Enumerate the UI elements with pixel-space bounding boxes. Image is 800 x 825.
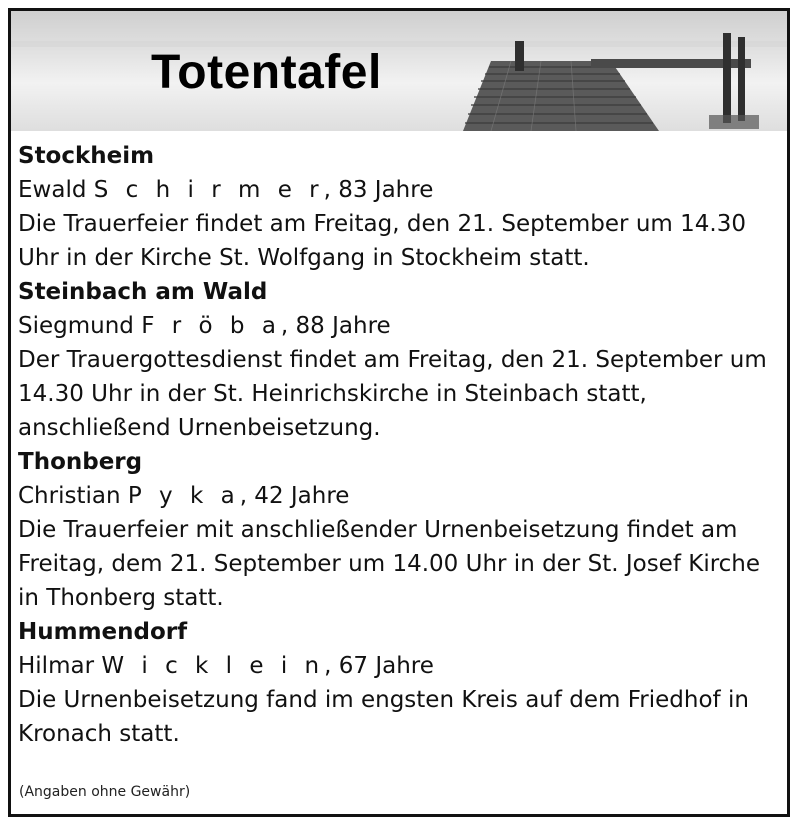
entry-text-line: Kronach statt. bbox=[18, 721, 180, 747]
person-surname: S c h i r m e r bbox=[93, 177, 324, 203]
entry-place: Stockheim bbox=[18, 143, 155, 169]
header-banner bbox=[11, 11, 787, 131]
obituary-board bbox=[8, 8, 790, 817]
entry-text-line: Die Urnenbeisetzung fand im engsten Kreis auf dem Friedhof in bbox=[18, 687, 749, 713]
obituary-entry bbox=[18, 615, 783, 751]
obituary-entry bbox=[18, 139, 783, 275]
entry-text-line: in Thonberg statt. bbox=[18, 585, 224, 611]
obituary-entry bbox=[18, 275, 783, 445]
person-firstname: Siegmund bbox=[18, 313, 134, 339]
person-surname: W i c k l e i n bbox=[101, 653, 325, 679]
entry-place: Steinbach am Wald bbox=[18, 279, 268, 305]
person-firstname: Ewald bbox=[18, 177, 87, 203]
person-age: , 83 Jahre bbox=[323, 177, 434, 203]
person-age: , 88 Jahre bbox=[280, 313, 391, 339]
entry-place: Thonberg bbox=[18, 449, 143, 475]
disclaimer: (Angaben ohne Gewähr) bbox=[19, 784, 191, 800]
person-firstname: Hilmar bbox=[18, 653, 95, 679]
entry-text-line: Freitag, dem 21. September um 14.00 Uhr in der St. Josef Kirche bbox=[18, 551, 761, 577]
obituary-list bbox=[18, 139, 783, 751]
entry-person bbox=[18, 309, 783, 343]
person-age: , 42 Jahre bbox=[239, 483, 350, 509]
entry-person bbox=[18, 479, 783, 513]
jetty-photo bbox=[11, 11, 787, 131]
obituary-entry bbox=[18, 445, 783, 615]
entry-text-line: 14.30 Uhr in der St. Heinrichskirche in Steinbach statt, bbox=[18, 381, 647, 407]
entry-text-line: anschließend Urnenbeisetzung. bbox=[18, 415, 381, 441]
person-age: , 67 Jahre bbox=[324, 653, 434, 679]
page-title: Totentafel bbox=[151, 46, 382, 99]
entry-person bbox=[18, 173, 783, 207]
entry-text-line: Die Trauerfeier mit anschließender Urnenbeisetzung findet am bbox=[18, 517, 738, 543]
entry-text-line: Der Trauergottesdienst findet am Freitag, den 21. September um bbox=[18, 347, 767, 373]
person-firstname: Christian bbox=[18, 483, 121, 509]
entry-place: Hummendorf bbox=[18, 619, 188, 645]
entry-person bbox=[18, 649, 783, 683]
person-surname: P y k a bbox=[127, 483, 240, 509]
entry-text-line: Die Trauerfeier findet am Freitag, den 21. September um 14.30 bbox=[18, 211, 746, 237]
entry-text-line: Uhr in der Kirche St. Wolfgang in Stockheim statt. bbox=[18, 245, 590, 271]
person-surname: F r ö b a bbox=[141, 313, 281, 339]
